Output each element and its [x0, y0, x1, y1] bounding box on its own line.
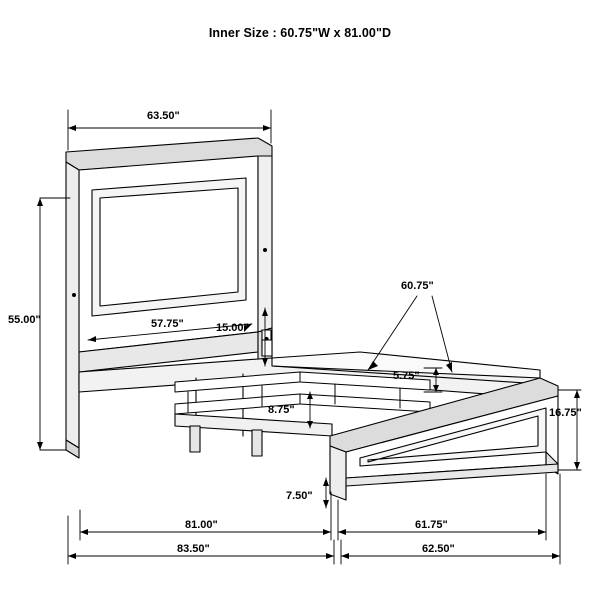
page-title: Inner Size : 60.75"W x 81.00"D [208, 26, 392, 40]
dimension-label-overall-height: 55.00" [8, 314, 41, 326]
dimension-label-slat-height: 8.75" [268, 404, 295, 416]
dimension-label-footboard-width: 61.75" [415, 519, 448, 531]
dimension-label-headboard-inner-width: 57.75" [151, 318, 184, 330]
footboard-shape [330, 378, 558, 500]
dimension-label-floor-clearance: 7.50" [286, 490, 313, 502]
dimension-label-inner-width: 60.75" [401, 280, 434, 292]
dimension-label-rail-to-slat-height: 15.00" [216, 322, 249, 334]
dimension-label-headboard-width: 63.50" [147, 110, 180, 122]
dimension-label-overall-footboard-width: 62.50" [422, 543, 455, 555]
dimension-label-footboard-height: 16.75" [549, 407, 582, 419]
headboard-shape [66, 138, 272, 458]
dimension-label-inner-depth: 81.00" [185, 519, 218, 531]
dimension-label-side-rail-thickness: 5.75" [393, 370, 420, 382]
dimension-label-overall-depth: 83.50" [177, 543, 210, 555]
